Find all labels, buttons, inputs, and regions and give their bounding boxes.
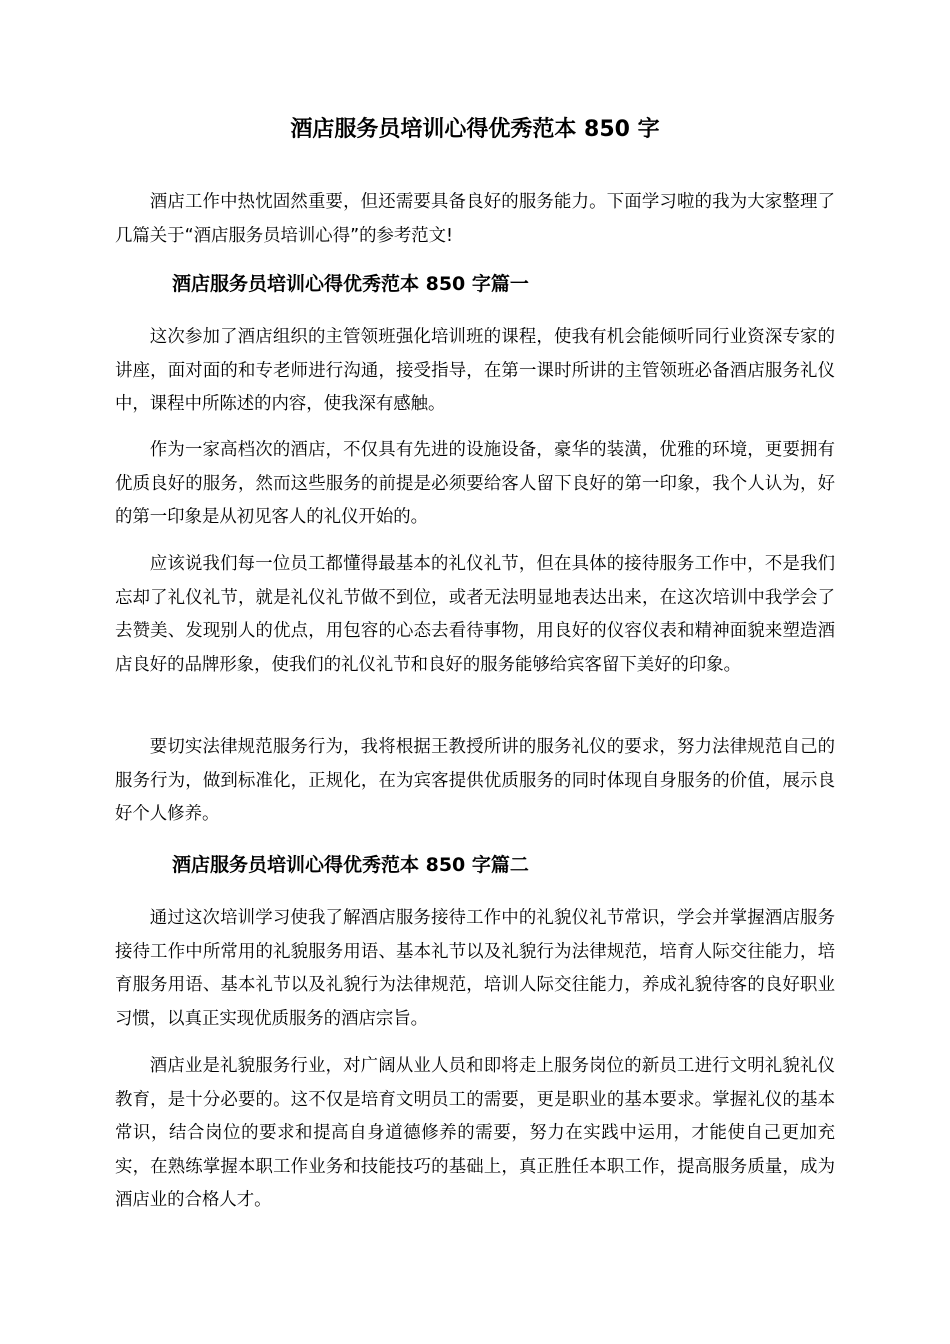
section-1-paragraph-2: 作为一家高档次的酒店，不仅具有先进的设施设备，豪华的装潢，优雅的环境，更要拥有优质良好的服务，然而这些服务的前提是必须要给客人留下良好的第一印象，我个人认为，好的第一印象是从初见客人的礼仪开始的。: [115, 440, 835, 527]
section-1-paragraph-3: 应该说我们每一位员工都懂得最基本的礼仪礼节，但在具体的接待服务工作中，不是我们忘却了礼仪礼节，就是礼仪礼节做不到位，或者无法明显地表达出来，在这次培训中我学会了去赞美、发现别人的优点，用包容的心态去看待事物，用良好的仪容仪表和精神面貌来塑造酒店良好的品牌形象，使我们的礼仪礼节和良好的服务能够给宾客留下美好的印象。: [115, 554, 835, 675]
document-title: 酒店服务员培训心得优秀范本 850 字: [290, 117, 660, 142]
section-heading-2: 酒店服务员培训心得优秀范本 850 字篇二: [172, 854, 529, 876]
section-2-paragraph-2: 酒店业是礼貌服务行业，对广阔从业人员和即将走上服务岗位的新员工进行文明礼貌礼仪教育，是十分必要的。这不仅是培育文明员工的需要，更是职业的基本要求。掌握礼仪的基本常识，结合岗位的要求和提高自身道德修养的需要，努力在实践中运用，才能使自己更加充实，在熟练掌握本职工作业务和技能技巧的基础上，真正胜任本职工作，提高服务质量，成为酒店业的合格人才。: [115, 1056, 835, 1210]
section-heading-1: 酒店服务员培训心得优秀范本 850 字篇一: [172, 273, 529, 295]
section-2-paragraph-1: 通过这次培训学习使我了解酒店服务接待工作中的礼貌仪礼节常识，学会并掌握酒店服务接待工作中所常用的礼貌服务用语、基本礼节以及礼貌行为法律规范，培育人际交往能力，培育服务用语、基本礼节以及礼貌行为法律规范，培训人际交往能力，养成礼貌待客的良好职业习惯，以真正实现优质服务的酒店宗旨。: [115, 908, 835, 1029]
section-1-paragraph-4: 要切实法律规范服务行为，我将根据王教授所讲的服务礼仪的要求，努力法律规范自己的服务行为，做到标准化，正规化，在为宾客提供优质服务的同时体现自身服务的价值，展示良好个人修养。: [115, 737, 835, 824]
intro-paragraph: 酒店工作中热忱固然重要，但还需要具备良好的服务能力。下面学习啦的我为大家整理了几篇关于“酒店服务员培训心得”的参考范文!: [115, 192, 835, 246]
section-1-paragraph-1: 这次参加了酒店组织的主管领班强化培训班的课程，使我有机会能倾听同行业资深专家的讲座，面对面的和专老师进行沟通，接受指导，在第一课时所讲的主管领班必备酒店服务礼仪中，课程中所陈述的内容，使我深有感触。: [115, 327, 835, 414]
